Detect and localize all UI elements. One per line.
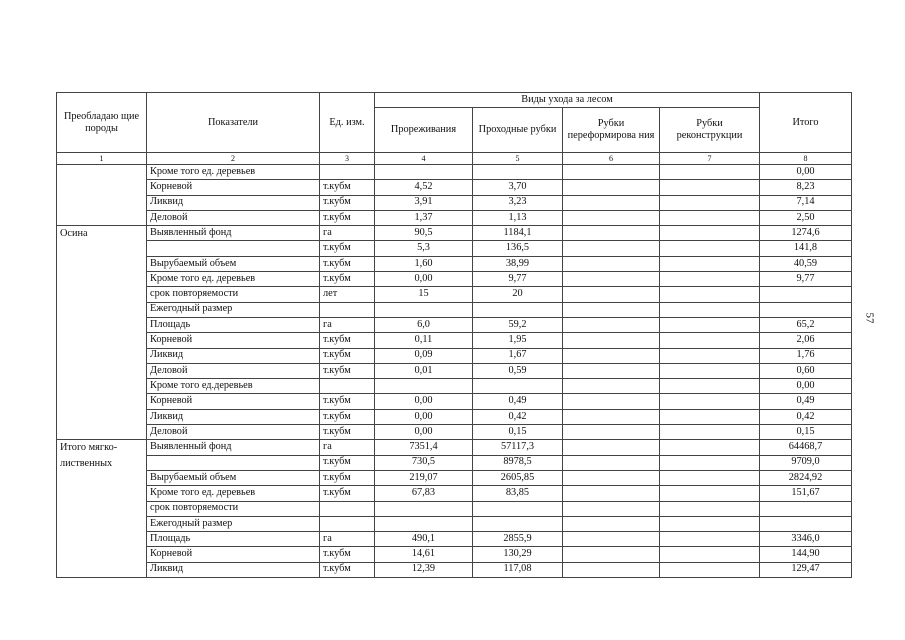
- reformation-cell: [563, 256, 660, 271]
- species-cell: Осина: [57, 226, 147, 440]
- reformation-cell: [563, 562, 660, 577]
- reconstruction-cell: [660, 348, 760, 363]
- reconstruction-cell: [660, 165, 760, 180]
- total-cell: [760, 501, 852, 516]
- header-passage: Проходные рубки: [473, 108, 563, 153]
- table-row: [57, 272, 852, 287]
- passage-cell: 83,85: [473, 486, 563, 501]
- total-cell: 129,47: [760, 562, 852, 577]
- reformation-cell: [563, 363, 660, 378]
- thinning-cell: 0,00: [375, 394, 473, 409]
- table-row: [57, 516, 852, 531]
- reconstruction-cell: [660, 394, 760, 409]
- passage-cell: 59,2: [473, 317, 563, 332]
- reformation-cell: [563, 272, 660, 287]
- thinning-cell: 0,11: [375, 333, 473, 348]
- table-row: [57, 195, 852, 210]
- thinning-cell: 14,61: [375, 547, 473, 562]
- reformation-cell: [563, 180, 660, 195]
- unit-cell: т.кубм: [320, 562, 375, 577]
- unit-cell: т.кубм: [320, 363, 375, 378]
- total-cell: 2,50: [760, 210, 852, 225]
- reformation-cell: [563, 287, 660, 302]
- unit-cell: [320, 501, 375, 516]
- reconstruction-cell: [660, 379, 760, 394]
- indicator-cell: Площадь: [147, 532, 320, 547]
- reconstruction-cell: [660, 470, 760, 485]
- table-row: [57, 455, 852, 470]
- table-row: [57, 241, 852, 256]
- indicator-cell: Выявленный фонд: [147, 226, 320, 241]
- total-cell: 0,49: [760, 394, 852, 409]
- table-row: [57, 379, 852, 394]
- thinning-cell: [375, 516, 473, 531]
- thinning-cell: 12,39: [375, 562, 473, 577]
- thinning-cell: 3,91: [375, 195, 473, 210]
- passage-cell: [473, 516, 563, 531]
- unit-cell: га: [320, 226, 375, 241]
- header-indicators: Показатели: [147, 93, 320, 153]
- passage-cell: 130,29: [473, 547, 563, 562]
- indicator-cell: Кроме того ед. деревьев: [147, 486, 320, 501]
- reconstruction-cell: [660, 440, 760, 455]
- reformation-cell: [563, 195, 660, 210]
- indicator-cell: Вырубаемый объем: [147, 256, 320, 271]
- forest-care-table: [56, 92, 852, 578]
- thinning-cell: 0,00: [375, 409, 473, 424]
- table-row: [57, 409, 852, 424]
- indicator-cell: Корневой: [147, 547, 320, 562]
- table-row: [57, 547, 852, 562]
- unit-cell: т.кубм: [320, 470, 375, 485]
- indicator-cell: Ежегодный размер: [147, 516, 320, 531]
- unit-cell: лет: [320, 287, 375, 302]
- reconstruction-cell: [660, 256, 760, 271]
- total-cell: 64468,7: [760, 440, 852, 455]
- reconstruction-cell: [660, 486, 760, 501]
- indicator-cell: срок повторяемости: [147, 501, 320, 516]
- passage-cell: [473, 302, 563, 317]
- reformation-cell: [563, 470, 660, 485]
- indicator-cell: [147, 455, 320, 470]
- header-column-numbers: [57, 153, 852, 165]
- reconstruction-cell: [660, 272, 760, 287]
- thinning-cell: 90,5: [375, 226, 473, 241]
- table-row: [57, 287, 852, 302]
- reformation-cell: [563, 516, 660, 531]
- reformation-cell: [563, 455, 660, 470]
- unit-cell: т.кубм: [320, 333, 375, 348]
- passage-cell: 8978,5: [473, 455, 563, 470]
- table-row: [57, 302, 852, 317]
- reconstruction-cell: [660, 210, 760, 225]
- table-row: [57, 348, 852, 363]
- unit-cell: т.кубм: [320, 409, 375, 424]
- column-number: 8: [760, 153, 852, 165]
- unit-cell: т.кубм: [320, 394, 375, 409]
- thinning-cell: 490,1: [375, 532, 473, 547]
- reformation-cell: [563, 226, 660, 241]
- column-number: 1: [57, 153, 147, 165]
- header-reconstruction: Рубки реконструкции: [660, 108, 760, 153]
- header-total: Итого: [760, 93, 852, 153]
- thinning-cell: 0,00: [375, 425, 473, 440]
- reformation-cell: [563, 394, 660, 409]
- column-number: 5: [473, 153, 563, 165]
- unit-cell: [320, 516, 375, 531]
- unit-cell: га: [320, 317, 375, 332]
- total-cell: 0,00: [760, 165, 852, 180]
- table-row: [57, 333, 852, 348]
- thinning-cell: 730,5: [375, 455, 473, 470]
- thinning-cell: 0,00: [375, 272, 473, 287]
- indicator-cell: Кроме того ед. деревьев: [147, 272, 320, 287]
- table-row: [57, 470, 852, 485]
- total-cell: 0,42: [760, 409, 852, 424]
- reconstruction-cell: [660, 501, 760, 516]
- table-row: [57, 501, 852, 516]
- header-thinning: Прореживания: [375, 108, 473, 153]
- total-cell: 3346,0: [760, 532, 852, 547]
- reformation-cell: [563, 317, 660, 332]
- reformation-cell: [563, 501, 660, 516]
- total-cell: [760, 516, 852, 531]
- reformation-cell: [563, 379, 660, 394]
- indicator-cell: Ликвид: [147, 562, 320, 577]
- total-cell: 9,77: [760, 272, 852, 287]
- thinning-cell: [375, 501, 473, 516]
- unit-cell: т.кубм: [320, 348, 375, 363]
- reconstruction-cell: [660, 195, 760, 210]
- total-cell: 0,60: [760, 363, 852, 378]
- unit-cell: т.кубм: [320, 425, 375, 440]
- passage-cell: 9,77: [473, 272, 563, 287]
- indicator-cell: [147, 241, 320, 256]
- total-cell: 0,00: [760, 379, 852, 394]
- reconstruction-cell: [660, 547, 760, 562]
- thinning-cell: 0,09: [375, 348, 473, 363]
- passage-cell: 20: [473, 287, 563, 302]
- thinning-cell: 1,37: [375, 210, 473, 225]
- unit-cell: т.кубм: [320, 486, 375, 501]
- passage-cell: [473, 501, 563, 516]
- indicator-cell: срок повторяемости: [147, 287, 320, 302]
- reconstruction-cell: [660, 333, 760, 348]
- total-cell: 0,15: [760, 425, 852, 440]
- total-cell: 8,23: [760, 180, 852, 195]
- unit-cell: т.кубм: [320, 180, 375, 195]
- thinning-cell: 5,3: [375, 241, 473, 256]
- indicator-cell: Корневой: [147, 180, 320, 195]
- header-care-types: Виды ухода за лесом: [375, 93, 760, 108]
- thinning-cell: 0,01: [375, 363, 473, 378]
- total-cell: 141,8: [760, 241, 852, 256]
- indicator-cell: Вырубаемый объем: [147, 470, 320, 485]
- table-row: [57, 317, 852, 332]
- thinning-cell: 219,07: [375, 470, 473, 485]
- reformation-cell: [563, 532, 660, 547]
- table-row: [57, 394, 852, 409]
- reconstruction-cell: [660, 562, 760, 577]
- column-number: 4: [375, 153, 473, 165]
- passage-cell: 1,95: [473, 333, 563, 348]
- thinning-cell: 1,60: [375, 256, 473, 271]
- thinning-cell: 7351,4: [375, 440, 473, 455]
- table-row: [57, 562, 852, 577]
- column-number: 7: [660, 153, 760, 165]
- reformation-cell: [563, 547, 660, 562]
- indicator-cell: Кроме того ед. деревьев: [147, 165, 320, 180]
- total-cell: [760, 302, 852, 317]
- unit-cell: т.кубм: [320, 195, 375, 210]
- unit-cell: т.кубм: [320, 547, 375, 562]
- header-species: Преобладаю щие породы: [57, 93, 147, 153]
- indicator-cell: Ежегодный размер: [147, 302, 320, 317]
- passage-cell: 2605,85: [473, 470, 563, 485]
- species-cell: Итого мягко- лиственных: [57, 440, 147, 578]
- unit-cell: [320, 379, 375, 394]
- unit-cell: т.кубм: [320, 455, 375, 470]
- passage-cell: 1,13: [473, 210, 563, 225]
- unit-cell: т.кубм: [320, 210, 375, 225]
- reconstruction-cell: [660, 425, 760, 440]
- reformation-cell: [563, 486, 660, 501]
- unit-cell: га: [320, 532, 375, 547]
- table-row: [57, 363, 852, 378]
- thinning-cell: [375, 165, 473, 180]
- passage-cell: 117,08: [473, 562, 563, 577]
- passage-cell: [473, 379, 563, 394]
- page-number: 57: [863, 312, 876, 324]
- reformation-cell: [563, 241, 660, 256]
- total-cell: 9709,0: [760, 455, 852, 470]
- passage-cell: 57117,3: [473, 440, 563, 455]
- reconstruction-cell: [660, 317, 760, 332]
- passage-cell: 2855,9: [473, 532, 563, 547]
- total-cell: 151,67: [760, 486, 852, 501]
- table-row: [57, 486, 852, 501]
- species-cell: [57, 165, 147, 226]
- passage-cell: [473, 165, 563, 180]
- unit-cell: т.кубм: [320, 256, 375, 271]
- passage-cell: 3,23: [473, 195, 563, 210]
- table-row: [57, 226, 852, 241]
- reconstruction-cell: [660, 241, 760, 256]
- passage-cell: 1184,1: [473, 226, 563, 241]
- indicator-cell: Корневой: [147, 394, 320, 409]
- indicator-cell: Кроме того ед.деревьев: [147, 379, 320, 394]
- indicator-cell: Выявленный фонд: [147, 440, 320, 455]
- thinning-cell: 4,52: [375, 180, 473, 195]
- total-cell: 65,2: [760, 317, 852, 332]
- total-cell: 2,06: [760, 333, 852, 348]
- total-cell: 1274,6: [760, 226, 852, 241]
- reconstruction-cell: [660, 302, 760, 317]
- passage-cell: 3,70: [473, 180, 563, 195]
- reformation-cell: [563, 348, 660, 363]
- total-cell: 2824,92: [760, 470, 852, 485]
- unit-cell: [320, 302, 375, 317]
- thinning-cell: [375, 379, 473, 394]
- reformation-cell: [563, 210, 660, 225]
- reformation-cell: [563, 440, 660, 455]
- total-cell: 7,14: [760, 195, 852, 210]
- total-cell: 144,90: [760, 547, 852, 562]
- column-number: 3: [320, 153, 375, 165]
- reformation-cell: [563, 333, 660, 348]
- unit-cell: га: [320, 440, 375, 455]
- reformation-cell: [563, 165, 660, 180]
- thinning-cell: 6,0: [375, 317, 473, 332]
- indicator-cell: Ликвид: [147, 195, 320, 210]
- reformation-cell: [563, 425, 660, 440]
- unit-cell: т.кубм: [320, 241, 375, 256]
- indicator-cell: Деловой: [147, 363, 320, 378]
- reconstruction-cell: [660, 287, 760, 302]
- reconstruction-cell: [660, 180, 760, 195]
- indicator-cell: Ликвид: [147, 348, 320, 363]
- reconstruction-cell: [660, 516, 760, 531]
- table-row: [57, 440, 852, 455]
- reconstruction-cell: [660, 532, 760, 547]
- indicator-cell: Деловой: [147, 210, 320, 225]
- passage-cell: 0,15: [473, 425, 563, 440]
- table-row: [57, 180, 852, 195]
- header-unit: Ед. изм.: [320, 93, 375, 153]
- indicator-cell: Площадь: [147, 317, 320, 332]
- reformation-cell: [563, 302, 660, 317]
- indicator-cell: Корневой: [147, 333, 320, 348]
- passage-cell: 1,67: [473, 348, 563, 363]
- indicator-cell: Ликвид: [147, 409, 320, 424]
- thinning-cell: 15: [375, 287, 473, 302]
- table-row: [57, 165, 852, 180]
- reformation-cell: [563, 409, 660, 424]
- column-number: 2: [147, 153, 320, 165]
- reconstruction-cell: [660, 455, 760, 470]
- passage-cell: 0,49: [473, 394, 563, 409]
- total-cell: 40,59: [760, 256, 852, 271]
- thinning-cell: [375, 302, 473, 317]
- table-row: [57, 532, 852, 547]
- unit-cell: [320, 165, 375, 180]
- reconstruction-cell: [660, 226, 760, 241]
- column-number: 6: [563, 153, 660, 165]
- table-row: [57, 210, 852, 225]
- total-cell: [760, 287, 852, 302]
- table-row: [57, 425, 852, 440]
- header-reformation: Рубки переформирова ния: [563, 108, 660, 153]
- unit-cell: т.кубм: [320, 272, 375, 287]
- passage-cell: 136,5: [473, 241, 563, 256]
- passage-cell: 38,99: [473, 256, 563, 271]
- passage-cell: 0,59: [473, 363, 563, 378]
- reconstruction-cell: [660, 409, 760, 424]
- reconstruction-cell: [660, 363, 760, 378]
- indicator-cell: Деловой: [147, 425, 320, 440]
- total-cell: 1,76: [760, 348, 852, 363]
- thinning-cell: 67,83: [375, 486, 473, 501]
- table-row: [57, 256, 852, 271]
- passage-cell: 0,42: [473, 409, 563, 424]
